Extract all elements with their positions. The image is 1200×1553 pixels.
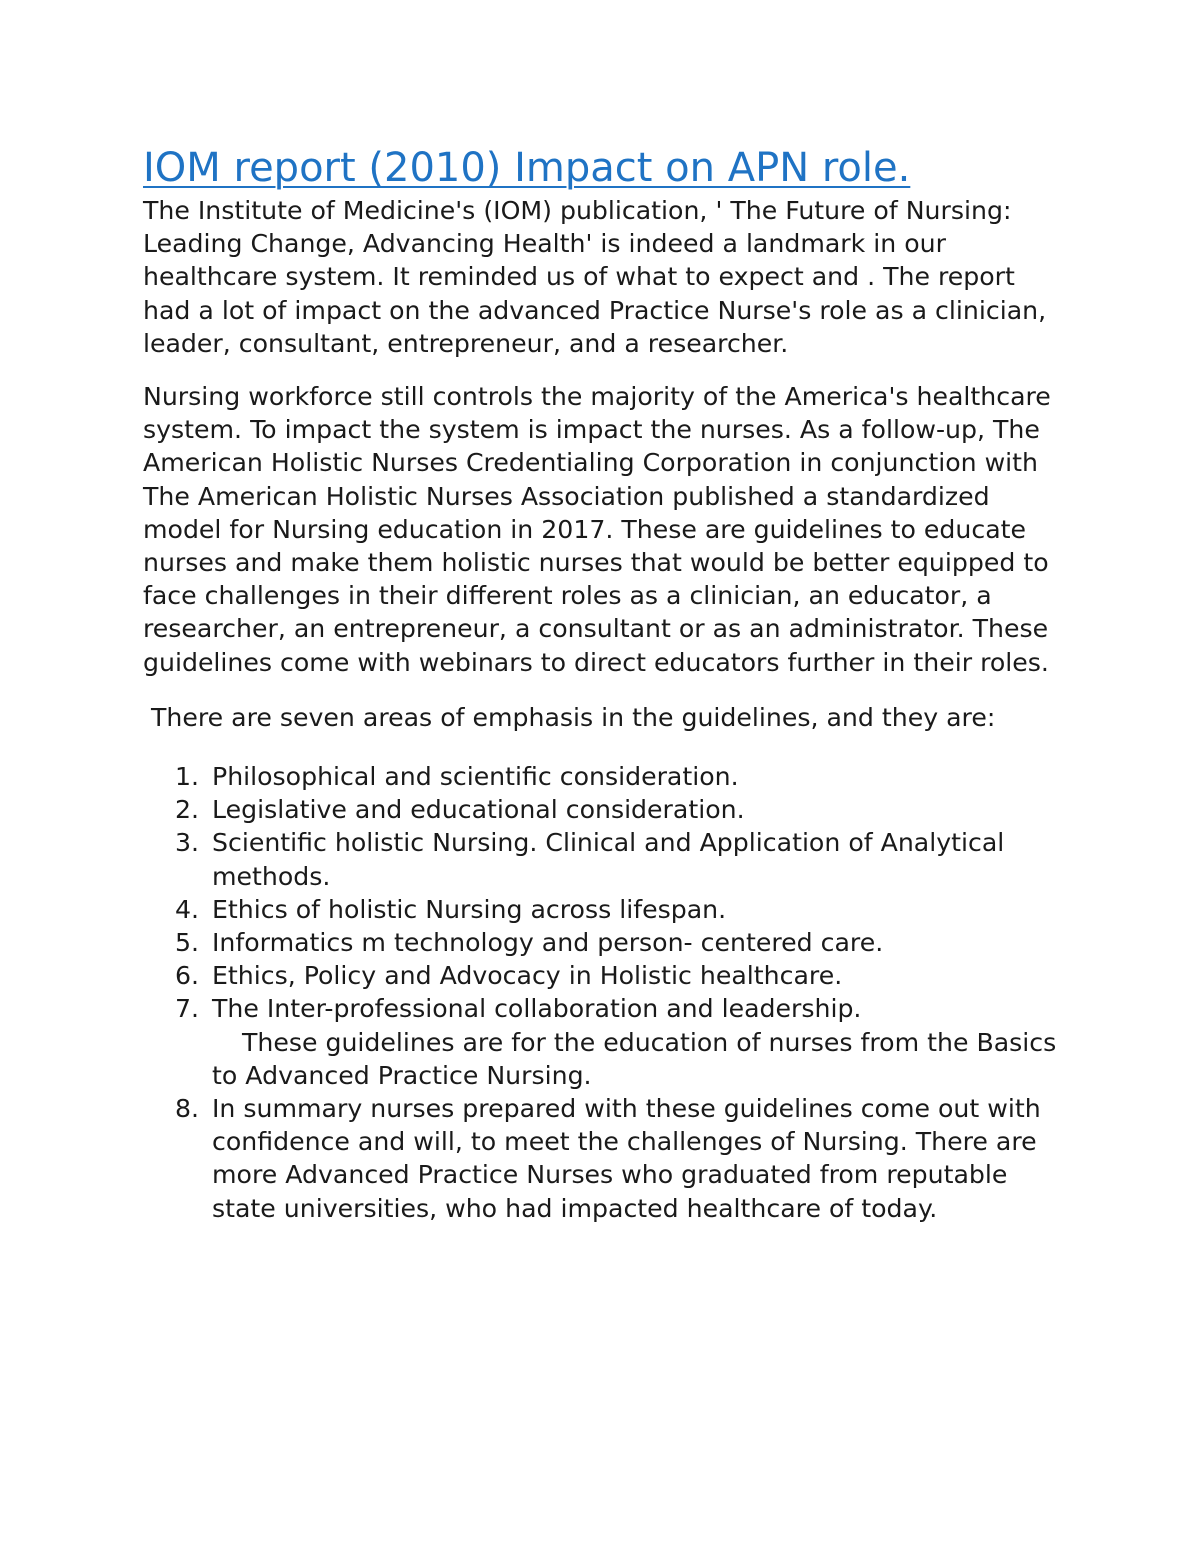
list-item xyxy=(143,826,1063,892)
list-number: 2. xyxy=(175,795,200,825)
list-item-text: The Inter-professional collaboration and leadership. xyxy=(212,994,862,1024)
paragraph-areas-intro: There are seven areas of emphasis in the guidelines, and they are: xyxy=(143,702,996,732)
list-item-text: Ethics of holistic Nursing across lifespan. xyxy=(212,894,727,924)
list-number: 1. xyxy=(175,762,200,792)
list-item-text: In summary nurses prepared with these guidelines come out with confidence and will, to meet the challenges of Nursing. There are more Advanced Practice Nurses who graduated from reputable state universities, who had impacted healthcare of today. xyxy=(212,1094,1041,1223)
paragraph-workforce: Nursing workforce still controls the majority of the America's healthcare system. To impact the system is impact the nurses. As a follow-up, The American Holistic Nurses Credentialing Corporation in conjunction with The American Holistic Nurses Association published a standardized model for Nursing education in 2017. These are guidelines to educate nurses and make them holistic nurses that would be better equipped to face challenges in their different roles as a clinician, an educator, a researcher, an entrepreneur, a consultant or as an administrator. These guidelines come with webinars to direct educators further in their roles. xyxy=(143,382,1051,677)
list-number: 7. xyxy=(175,994,200,1024)
list-item xyxy=(143,1092,1063,1225)
list-item-text: Philosophical and scientific consideration. xyxy=(212,762,739,792)
list-item xyxy=(143,959,1063,992)
list-item xyxy=(143,926,1063,959)
paragraph-intro: The Institute of Medicine's (IOM) publication, ' The Future of Nursing: Leading Change, Advancing Health' is indeed a landmark in our healthcare system. It reminded us of what to expect and . The report had a lot of impact on the advanced Practice Nurse's role as a clinician, leader, consultant, entrepreneur, and a researcher. xyxy=(143,196,1047,358)
document-page xyxy=(143,142,1063,1225)
list-item-note: These guidelines are for the education of nurses from the Basics to Advanced Practice Nursing. xyxy=(212,1027,1057,1090)
list-number: 6. xyxy=(175,961,200,991)
list-number: 5. xyxy=(175,928,200,958)
list-number: 8. xyxy=(175,1094,200,1124)
list-number: 4. xyxy=(175,894,200,924)
list-item-text: Informatics m technology and person- centered care. xyxy=(212,928,884,958)
list-item xyxy=(143,793,1063,826)
list-item-text: Ethics, Policy and Advocacy in Holistic healthcare. xyxy=(212,961,843,991)
list-item xyxy=(143,992,1063,1092)
list-item-text: Legislative and educational consideration. xyxy=(212,795,745,825)
document-title[interactable]: IOM report (2010) Impact on APN role. xyxy=(143,145,911,191)
list-item-text: Scientific holistic Nursing. Clinical and Application of Analytical methods. xyxy=(212,828,1005,891)
list-item xyxy=(143,893,1063,926)
list-item xyxy=(143,760,1063,793)
list-number: 3. xyxy=(175,828,200,858)
areas-list xyxy=(143,760,1063,1225)
